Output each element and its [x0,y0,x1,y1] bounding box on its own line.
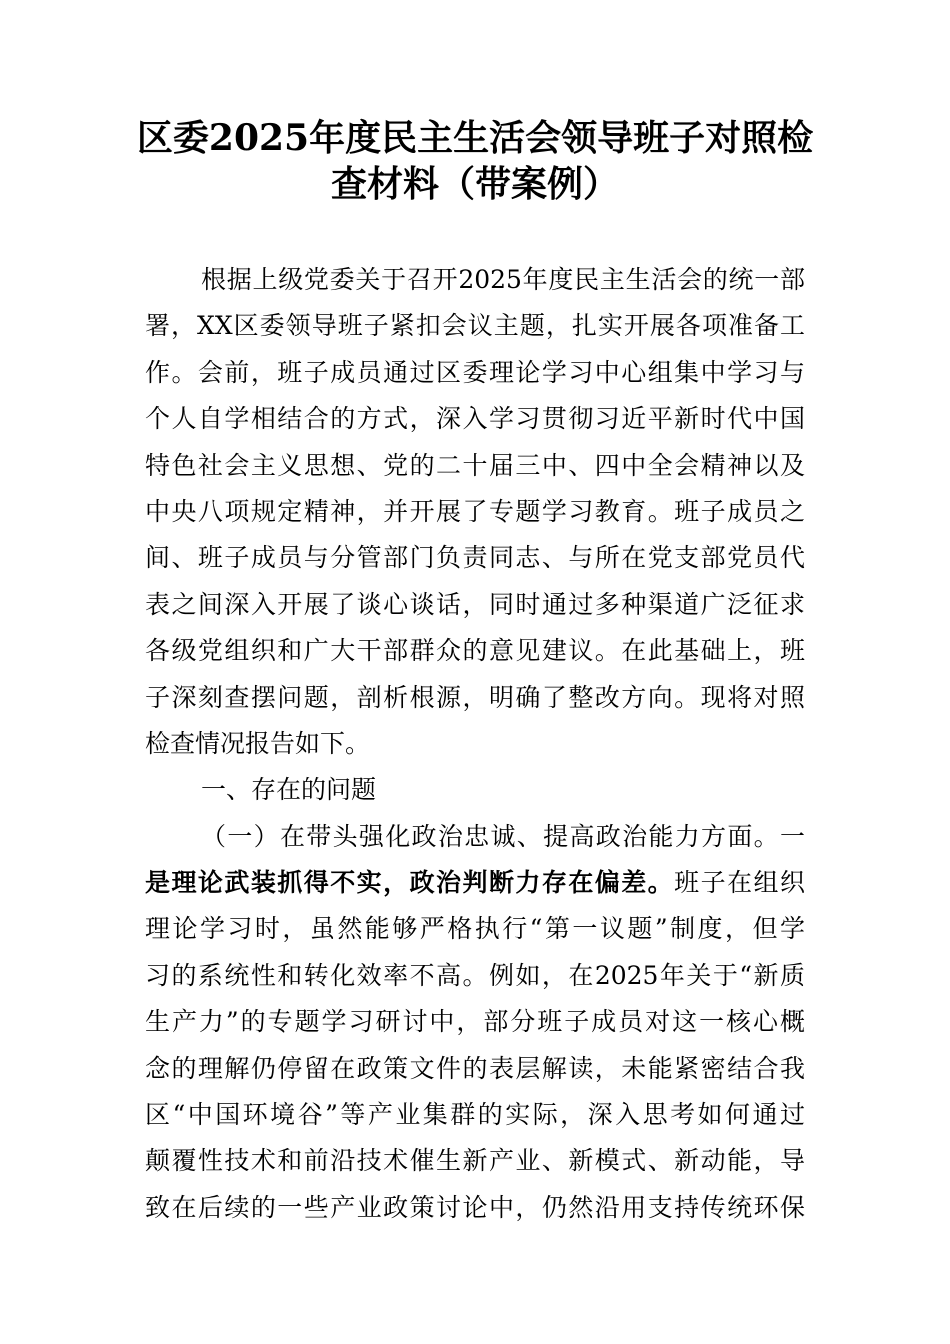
text-segment: 念的理解仍停留在政策文件的表层解读，未能紧密结合我 [145,1053,805,1083]
text-line [145,999,805,1045]
document-title-line-2: 查材料（带案例） [330,163,619,205]
text-segment: 根据上级党委关于召开2025年度民主生活会的统一部 [201,265,805,294]
text-segment: 中央八项规定精神，并开展了专题学习教育。班子成员之 [145,496,805,526]
text-line [145,860,805,906]
bold-text-segment: 是理论武装抓得不实，政治判断力存在偏差。 [145,868,675,898]
text-line [145,396,805,442]
text-line [145,303,805,349]
text-line [145,443,805,489]
text-segment: 表之间深入开展了谈心谈话，同时通过多种渠道广泛征求 [145,589,805,619]
text-segment: 个人自学相结合的方式，深入学习贯彻习近平新时代中国 [145,404,805,434]
text-segment: 子深刻查摆问题，剖析根源，明确了整改方向。现将对照 [145,682,805,712]
text-line [145,1046,805,1092]
text-line [145,906,805,952]
text-line [145,1185,805,1231]
text-segment: 生产力”的专题学习研讨中，部分班子成员对这一核心概 [145,1007,805,1037]
document-body [145,257,805,1231]
text-segment: 区“中国环境谷”等产业集群的实际，深入思考如何通过 [145,1100,805,1130]
text-line [145,675,805,721]
text-segment: 理论学习时，虽然能够严格执行“第一议题”制度，但学 [145,914,805,944]
section-heading [145,767,805,813]
text-line [145,721,805,767]
text-segment: 特色社会主义思想、党的二十届三中、四中全会精神以及 [145,450,805,480]
text-segment: （一）在带头强化政治忠诚、提高政治能力方面。一 [201,821,805,851]
text-line [145,582,805,628]
text-segment: 致在后续的一些产业政策讨论中，仍然沿用支持传统环保 [145,1192,805,1222]
text-line [145,350,805,396]
text-line [145,1092,805,1138]
text-segment: 间、班子成员与分管部门负责同志、与所在党支部党员代 [145,543,805,573]
text-line [145,257,805,303]
text-line [145,535,805,581]
text-segment: 颠覆性技术和前沿技术催生新产业、新模式、新动能，导 [145,1146,805,1176]
text-segment: 各级党组织和广大干部群众的意见建议。在此基础上，班 [145,636,805,666]
text-segment: 检查情况报告如下。 [145,728,371,758]
text-segment: 习的系统性和转化效率不高。例如，在2025年关于“新质 [145,960,805,990]
text-line [145,1138,805,1184]
document-title-line-1: 区委2025年度民主生活会领导班子对照检 [136,117,814,159]
text-segment: 署，XX区委领导班子紧扣会议主题，扎实开展各项准备工 [145,311,805,341]
text-segment: 作。会前，班子成员通过区委理论学习中心组集中学习与 [145,357,805,387]
text-segment: 班子在组织 [674,868,805,898]
text-line [145,489,805,535]
text-line [145,953,805,999]
text-segment: 一、存在的问题 [201,775,377,805]
text-line [145,628,805,674]
text-line [145,814,805,860]
